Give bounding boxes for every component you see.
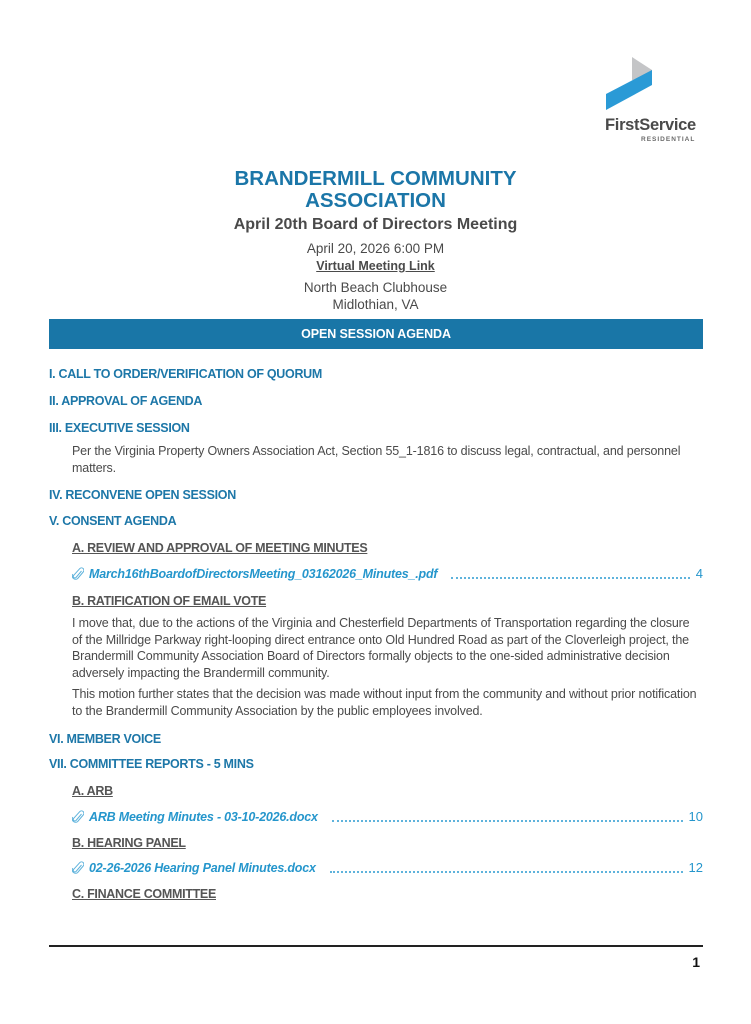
footer-divider: [49, 945, 703, 947]
attachment-page: 12: [688, 860, 703, 875]
page-number: 1: [692, 954, 700, 970]
attachment-page: 10: [688, 809, 703, 824]
dot-leader: [332, 820, 683, 822]
meeting-title: April 20th Board of Directors Meeting: [233, 216, 518, 233]
agenda-item-reconvene: IV. RECONVENE OPEN SESSION: [49, 488, 236, 502]
email-vote-motion-followup: This motion further states that the decision was made without input from the community and without prior notification to the Brandermill Community Association by the public employees involved.: [72, 687, 697, 718]
paperclip-icon: [72, 810, 84, 824]
subitem-finance-committee: C. FINANCE COMMITTEE: [72, 887, 216, 901]
attachment-page: 4: [695, 566, 703, 581]
attachment-march-minutes[interactable]: [72, 565, 703, 582]
dot-leader: [451, 577, 689, 579]
attachment-hearing-panel-minutes[interactable]: [72, 859, 703, 876]
executive-session-text: Per the Virginia Property Owners Association Act, Section 55_1-1816 to discuss legal, contractual, and personnel matters.: [72, 444, 681, 475]
agenda-item-member-voice: VI. MEMBER VOICE: [49, 732, 161, 746]
subitem-hearing-panel: B. HEARING PANEL: [72, 836, 186, 850]
document-header: [0, 168, 751, 313]
subitem-arb: A. ARB: [72, 784, 113, 798]
logo-mark-icon: [598, 52, 658, 116]
firstservice-logo: [598, 52, 708, 148]
logo-name: FirstService: [605, 116, 696, 134]
open-session-banner: [49, 319, 703, 349]
meeting-datetime: April 20, 2026 6:00 PM: [306, 241, 445, 256]
dot-leader: [330, 871, 683, 873]
subitem-ratification-email-vote: B. RATIFICATION OF EMAIL VOTE: [72, 594, 267, 608]
attachment-name[interactable]: March16thBoardofDirectorsMeeting_03162026_Minutes_.pdf: [89, 566, 438, 581]
agenda-item-approval-of-agenda: II. APPROVAL OF AGENDA: [49, 394, 203, 408]
attachment-name[interactable]: ARB Meeting Minutes - 03-10-2026.docx: [89, 809, 318, 824]
agenda-item-call-to-order: I. CALL TO ORDER/VERIFICATION OF QUORUM: [49, 367, 323, 381]
virtual-meeting-link[interactable]: Virtual Meeting Link: [316, 259, 435, 273]
banner-label: OPEN SESSION AGENDA: [301, 327, 451, 341]
attachment-arb-minutes[interactable]: [72, 808, 703, 825]
org-title-line2: ASSOCIATION: [305, 189, 446, 212]
agenda-item-committee-reports: VII. COMMITTEE REPORTS - 5 MINS: [49, 757, 254, 771]
attachment-name[interactable]: 02-26-2026 Hearing Panel Minutes.docx: [89, 860, 316, 875]
org-title-line1: BRANDERMILL COMMUNITY: [234, 167, 517, 190]
location-line2: Midlothian, VA: [332, 297, 419, 312]
logo-blue-shape: [606, 70, 652, 110]
subitem-review-minutes: A. REVIEW AND APPROVAL OF MEETING MINUTES: [72, 541, 368, 555]
paperclip-icon: [72, 567, 84, 581]
logo-subtitle: RESIDENTIAL: [641, 136, 696, 143]
paperclip-icon: [72, 861, 84, 875]
location-line1: North Beach Clubhouse: [303, 280, 448, 295]
email-vote-motion-text: I move that, due to the actions of the Virginia and Chesterfield Departments of Transportation regarding the closure of the Millridge Parkway right-looping direct entrance onto Old Hundred Road as part of the Cloverleigh project, the Brandermill Community Association Board of Directors formally objects to the one-sided administrative decision adversely impacting the Brandermill community.: [72, 616, 690, 680]
agenda-item-consent-agenda: V. CONSENT AGENDA: [49, 514, 177, 528]
agenda-item-executive-session: III. EXECUTIVE SESSION: [49, 421, 190, 435]
